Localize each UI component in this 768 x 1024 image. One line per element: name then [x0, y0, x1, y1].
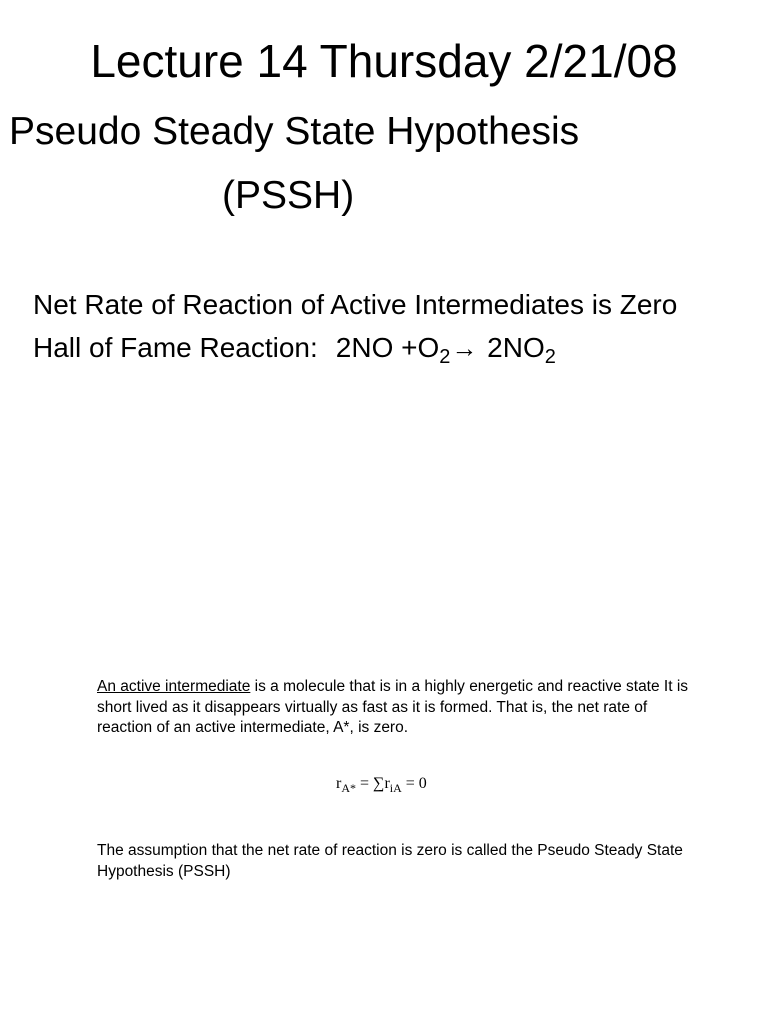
reaction-arrow-icon: → [451, 333, 478, 363]
formula-rhs-symbol: r [384, 775, 390, 792]
formula-lhs-subscript: A* [341, 781, 356, 795]
formula-equals-1: = [356, 775, 374, 792]
conclusion-paragraph: The assumption that the net rate of reaction is zero is called the Pseudo Steady State Hypothesis (PSSH) [97, 842, 683, 880]
reactant-subscript: 2 [439, 346, 451, 368]
reaction-equation [335, 331, 556, 368]
formula-rhs-subscript: iA [389, 781, 402, 795]
product-subscript: 2 [544, 346, 556, 368]
formula-equals-2: = 0 [401, 775, 427, 792]
pssh-formula [336, 773, 427, 795]
subtitle-line-1: Pseudo Steady State Hypothesis [9, 110, 580, 153]
definition-text: is a molecule that is in a highly energetic and reactive state It is short lived as it disappears virtually as fast as it is formed. That is, the net rate of reaction of an active intermediate, A*, is zero. [97, 678, 689, 736]
product-text: 2NO [479, 332, 545, 363]
definition-term: An active intermediate [97, 678, 251, 695]
definition-paragraph [97, 677, 697, 739]
formula-lhs-symbol: r [336, 775, 342, 792]
hall-of-fame-label: Hall of Fame Reaction: [33, 332, 318, 363]
net-rate-statement: Net Rate of Reaction of Active Intermediates is Zero [33, 289, 678, 320]
subtitle-line-2: (PSSH) [222, 174, 355, 217]
reactant-text: 2NO +O [335, 332, 440, 363]
formula-sum-symbol: ∑ [373, 775, 385, 792]
page-title: Lecture 14 Thursday 2/21/08 [90, 35, 678, 87]
hall-of-fame-line [33, 331, 556, 368]
